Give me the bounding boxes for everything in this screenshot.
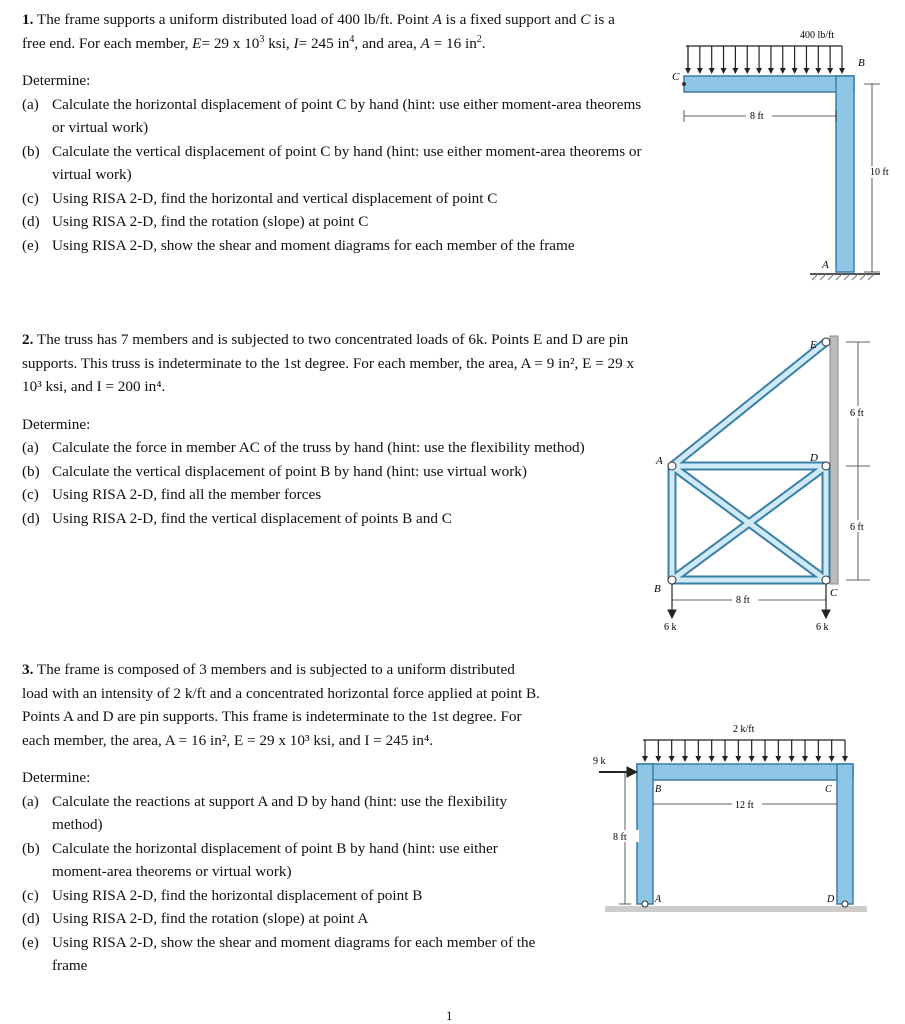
load-arrowhead — [762, 756, 768, 762]
load-arrowhead — [815, 68, 821, 74]
problem-2-intro: 2. The truss has 7 members and is subjected to two concentrated loads of 6k. Points E and D are pin supports. This truss is indeterminate to the 1st degree. For each member, the area, A = 9 in², E = 29 x 10³ ksi, and I = 200 in⁴. — [22, 331, 635, 395]
load-arrowhead — [669, 756, 675, 762]
label-b: B — [654, 583, 661, 595]
label-c: C — [672, 71, 680, 83]
truss-members — [672, 342, 826, 580]
load-arrowhead — [709, 68, 715, 74]
load-arrowhead — [744, 68, 750, 74]
load-arrowhead — [732, 68, 738, 74]
load-arrowhead — [721, 68, 727, 74]
column-dc — [837, 764, 853, 904]
load-arrowhead — [780, 68, 786, 74]
load-arrowhead — [803, 68, 809, 74]
label-a: A — [822, 259, 829, 271]
problem-3-intro: 3. The frame is composed of 3 members and is subjected to a uniform distributed load with an intensity of 2 k/ft and a concentrated horizontal force applied at point B. Points A and D are pin supports. This frame is indeterminate to the 1st degree. For each member, the area, A = 16 in², E = 29 x 10³ ksi, and I = 245 in⁴. — [22, 661, 540, 749]
problem-2-part-a: (a) Calculate the force in member AC of the truss by hand (hint: use the flexibility method) — [22, 439, 585, 456]
load-arrowhead — [792, 68, 798, 74]
dim-6ft-lower: 6 ft — [850, 522, 864, 533]
label-e: E — [810, 339, 817, 351]
dim-10ft: 10 ft — [870, 167, 889, 178]
problem-2 — [22, 328, 642, 530]
problem-2-parts — [22, 436, 642, 530]
dim-8ft: 8 ft — [750, 111, 764, 122]
load-arrowhead — [697, 68, 703, 74]
beam-bc — [637, 764, 853, 780]
problem-1-part-c: (c) Using RISA 2-D, find the horizontal and vertical displacement of point C — [22, 189, 498, 207]
joint-c — [682, 82, 686, 86]
dim-12ft: 12 ft — [735, 800, 754, 811]
figure-2-truss — [640, 330, 890, 635]
dim-6ft-upper: 6 ft — [850, 408, 864, 419]
label-a: A — [655, 894, 662, 905]
problem-2-determine: Determine: — [22, 415, 91, 433]
problem-3-number: 3. — [22, 661, 34, 678]
load-arrowhead — [655, 756, 661, 762]
column-ab — [637, 764, 653, 904]
load-label-2kft: 2 k/ft — [733, 724, 755, 735]
figure-1-frame — [660, 18, 900, 288]
label-a: A — [656, 455, 663, 467]
force-label-9k: 9 k — [593, 756, 606, 767]
problem-3-part-a: (a) Calculate the reactions at support A and D by hand (hint: use the flexibility method) — [22, 792, 508, 833]
problem-3-part-c: (c) Using RISA 2-D, find the horizontal displacement of point B — [22, 886, 423, 904]
load-arrowhead — [829, 756, 835, 762]
load-arrowhead — [768, 68, 774, 74]
load-arrowhead — [709, 756, 715, 762]
figure-3-frame — [585, 720, 890, 920]
problem-1-parts — [22, 93, 642, 258]
distributed-load-arrows-3 — [642, 740, 848, 762]
problem-1 — [22, 8, 642, 257]
load-arrowhead — [827, 68, 833, 74]
page-number: 1 — [446, 1008, 453, 1023]
column-ba — [836, 76, 854, 272]
label-b: B — [655, 784, 662, 795]
load-arrowhead — [722, 756, 728, 762]
label-c: C — [830, 587, 838, 599]
joint-c — [822, 576, 830, 584]
problem-1-part-a: (a) Calculate the horizontal displacement of point C by hand (hint: use either moment-area theorems or virtual work) — [22, 95, 642, 136]
problem-2-part-d: (d) Using RISA 2-D, find the vertical displacement of points B and C — [22, 509, 452, 527]
load-arrowhead — [775, 756, 781, 762]
load-arrowhead — [695, 756, 701, 762]
load-arrowhead — [682, 756, 688, 762]
load-arrowhead — [749, 756, 755, 762]
problem-1-intro: 1. The frame supports a uniform distributed load of 400 lb/ft. Point A is a fixed support and C is a free end. For each member, E= 29 x $10^3$ ksi, I= 245 $in^4$, and area, A = 16 $in^2$. — [22, 11, 615, 52]
problem-3 — [22, 658, 542, 978]
pin-d — [842, 901, 848, 907]
load-arrowhead — [756, 68, 762, 74]
load-c-label: 6 k — [816, 622, 829, 633]
dim-8ft: 8 ft — [613, 832, 627, 843]
load-arrowhead — [642, 756, 648, 762]
load-b-label: 6 k — [664, 622, 677, 633]
load-arrowhead — [815, 756, 821, 762]
load-arrow-set-1 — [685, 46, 845, 74]
label-b: B — [858, 57, 865, 69]
problem-2-part-b: (b) Calculate the vertical displacement of point B by hand (hint: use virtual work) — [22, 462, 527, 480]
joint-a — [668, 462, 676, 470]
dim-8ft: 8 ft — [736, 595, 750, 606]
problem-2-number: 2. — [22, 331, 34, 348]
load-arrowhead — [802, 756, 808, 762]
joint-e — [822, 338, 830, 346]
load-arrowhead — [842, 756, 848, 762]
label-d: D — [827, 894, 835, 905]
problem-3-part-e: (e) Using RISA 2-D, show the shear and moment diagrams for each member of the frame — [22, 933, 536, 974]
load-arrowhead — [789, 756, 795, 762]
problem-3-parts — [22, 790, 542, 978]
joint-b — [668, 576, 676, 584]
problem-1-determine: Determine: — [22, 72, 91, 89]
beam-cb — [684, 76, 854, 92]
joint-d — [822, 462, 830, 470]
problem-1-part-d: (d) Using RISA 2-D, find the rotation (slope) at point C — [22, 213, 369, 230]
problem-3-part-b: (b) Calculate the horizontal displacement of point B by hand (hint: use either moment-area theorems or virtual work) — [22, 839, 498, 880]
load-arrowhead — [685, 68, 691, 74]
point-load-9k — [599, 767, 637, 777]
load-label-400: 400 lb/ft — [800, 30, 835, 41]
load-arrowhead — [839, 68, 845, 74]
problem-3-part-d: (d) Using RISA 2-D, find the rotation (slope) at point A — [22, 910, 369, 927]
problem-2-part-c: (c) Using RISA 2-D, find all the member forces — [22, 486, 322, 503]
problem-1-part-e: (e) Using RISA 2-D, show the shear and moment diagrams for each member of the frame — [22, 236, 575, 254]
load-arrowhead — [735, 756, 741, 762]
wall — [830, 336, 838, 584]
problem-1-number: 1. — [22, 11, 34, 28]
pin-a — [642, 901, 648, 907]
label-c: C — [825, 784, 832, 795]
label-d: D — [810, 452, 818, 464]
problem-1-part-b: (b) Calculate the vertical displacement of point C by hand (hint: use either moment-area theorems or virtual work) — [22, 142, 642, 183]
problem-3-determine: Determine: — [22, 769, 91, 786]
